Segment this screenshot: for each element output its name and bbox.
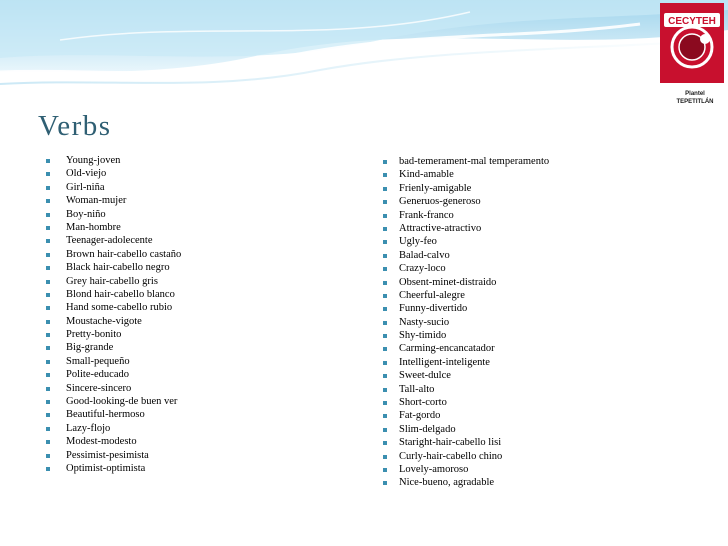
list-item: Big-grande	[66, 341, 181, 354]
list-item: Frienly-amigable	[399, 182, 549, 195]
left-vocabulary-list	[66, 154, 181, 475]
cecyteh-logo	[660, 3, 724, 83]
list-item: Carming-encancatador	[399, 342, 549, 355]
list-item: Shy-timido	[399, 329, 549, 342]
list-item: Blond hair-cabello blanco	[66, 288, 181, 301]
list-item: Man-hombre	[66, 221, 181, 234]
list-item: Kind-amable	[399, 168, 549, 181]
list-item: Black hair-cabello negro	[66, 261, 181, 274]
logo-caption-line1: Plantel	[685, 91, 705, 97]
list-item: Lovely-amoroso	[399, 463, 549, 476]
list-item: Lazy-flojo	[66, 422, 181, 435]
list-item: Woman-mujer	[66, 194, 181, 207]
list-item: Intelligent-inteligente	[399, 356, 549, 369]
list-item: Brown hair-cabello castaño	[66, 248, 182, 260]
list-item: Generuos-generoso	[399, 195, 549, 208]
list-item: Short-corto	[399, 396, 549, 409]
list-item: Frank-franco	[399, 209, 549, 222]
list-item: Curly-hair-cabello chino	[399, 450, 549, 463]
list-item: Pretty-bonito	[66, 328, 181, 341]
list-item: Fat-gordo	[399, 409, 549, 422]
list-item: Nice-bueno, agradable	[399, 476, 549, 489]
list-item: Attractive-atractivo	[399, 222, 549, 235]
list-item: Grey hair-cabello gris	[66, 275, 181, 288]
list-item: Optimist-optimista	[66, 462, 181, 475]
list-item: Pessimist-pesimista	[66, 449, 181, 462]
list-item: Crazy-loco	[399, 262, 549, 275]
list-item: Cheerful-alegre	[399, 289, 549, 302]
list-item: Polite-educado	[66, 368, 181, 381]
list-item: Young-joven	[66, 154, 181, 167]
list-item: Boy-niño	[66, 208, 181, 221]
list-item: Beautiful-hermoso	[66, 408, 181, 421]
logo-caption-line2: TEPETITLÁN	[676, 99, 714, 105]
list-item: Tall-alto	[399, 383, 549, 396]
list-item: Old-viejo	[66, 167, 181, 180]
list-item: Staright-hair-cabello lisi	[399, 436, 549, 449]
list-item: Small-pequeño	[66, 355, 181, 368]
list-item: Modest-modesto	[66, 435, 181, 448]
slide-title: Verbs	[38, 110, 112, 142]
right-vocabulary-list	[399, 155, 549, 490]
header-wave-decoration	[0, 0, 728, 110]
list-item: Sincere-sincero	[66, 382, 181, 395]
list-item: bad-temerament-mal temperamento	[399, 156, 550, 167]
logo-caption	[662, 90, 728, 106]
list-item: Funny-divertido	[399, 302, 549, 315]
list-item: Teenager-adolecente	[66, 234, 181, 247]
list-item: Good-looking-de buen ver	[66, 395, 181, 408]
list-item: Slim-delgado	[399, 423, 549, 436]
svg-text:CECYTEH: CECYTEH	[668, 16, 716, 27]
list-item: Moustache-vigote	[66, 315, 181, 328]
list-item: Obsent-minet-distraido	[399, 276, 549, 289]
list-item: Sweet-dulce	[399, 369, 549, 382]
list-item: Nasty-sucio	[399, 316, 549, 329]
list-item: Balad-calvo	[399, 249, 549, 262]
list-item: Girl-niña	[66, 181, 181, 194]
list-item: Ugly-feo	[399, 235, 549, 248]
list-item: Hand some-cabello rubio	[66, 301, 181, 314]
